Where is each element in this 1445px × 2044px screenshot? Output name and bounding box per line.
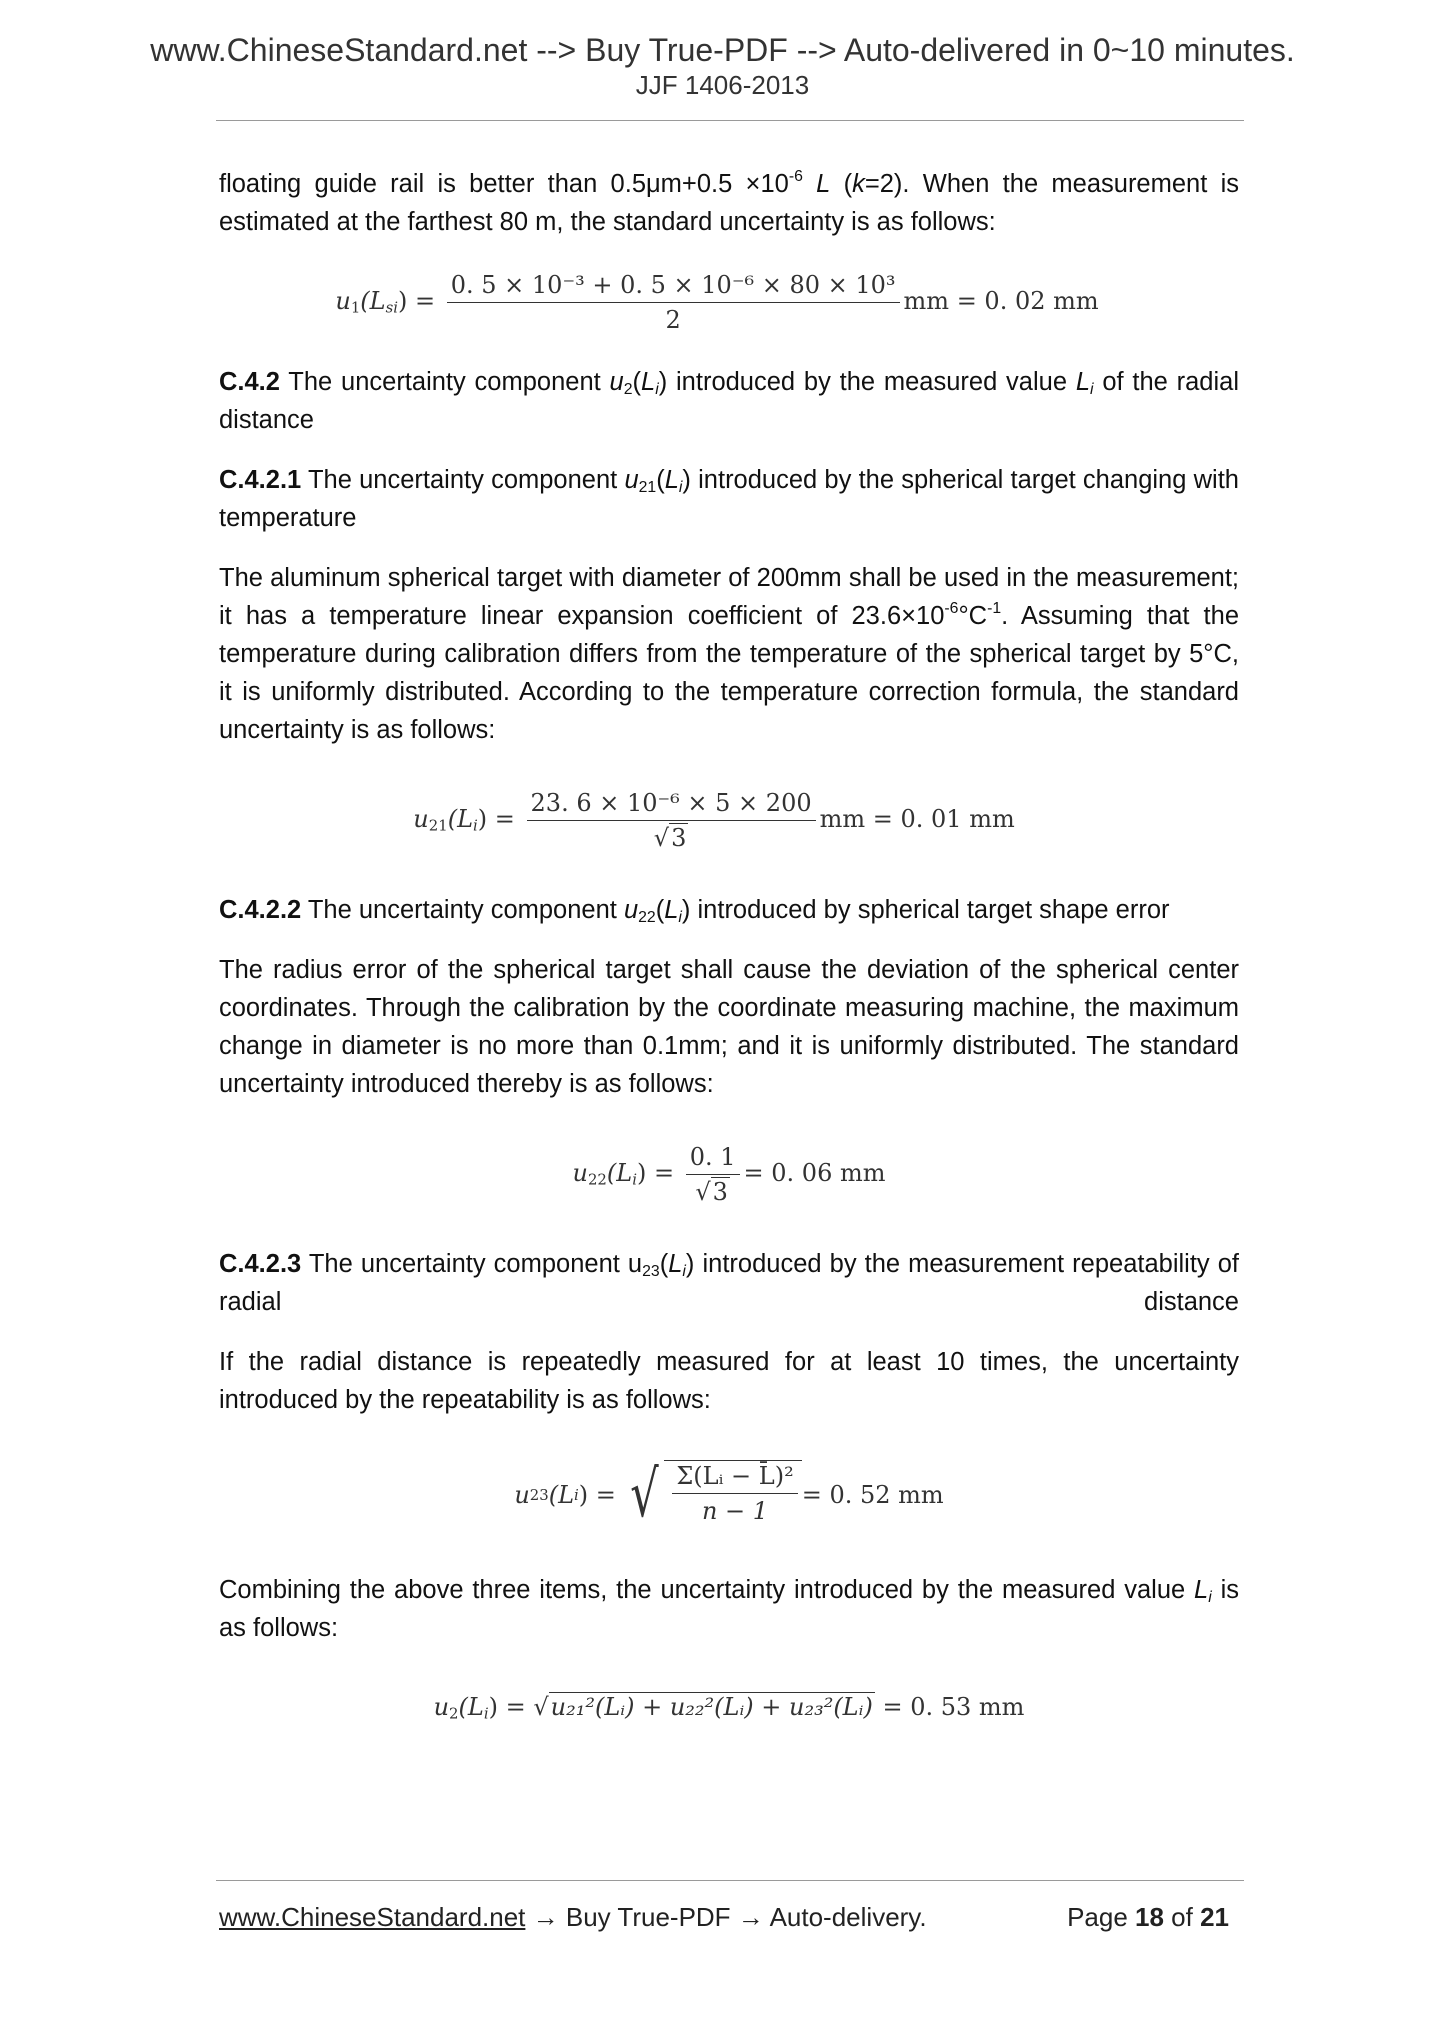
page-body	[219, 165, 1239, 1767]
combining-paragraph: Combining the above three items, the uncertainty introduced by the measured value $L_i$ is as follows:	[219, 1576, 1239, 1642]
repeatability-paragraph: If the radial distance is repeatedly measured for at least 10 times, the uncertainty introduced by the repeatability is as follows:	[219, 1348, 1239, 1414]
footer-divider	[216, 1880, 1244, 1881]
equation-u2: $u_2(L_i)$ = √u₂₁²(Lᵢ) + u₂₂²(Lᵢ) + u₂₃²(Lᵢ) = 0. 53 mm	[433, 1693, 1025, 1723]
equation-u21: $u_{21}(L_i)$ = $\frac{\text{23. 6 × 10⁻⁶ × 5 × 200}}{√3}$ mm = 0. 01 mm	[413, 788, 1015, 852]
equation-u23: u 23 (L i ) = √ $\frac{\text{Σ(Lᵢ − L̄)²}}{n - 1}$ = 0. 52 mm	[514, 1458, 944, 1532]
page-footer: www.ChineseStandard.net → Buy True-PDF → Auto-delivery. Page 18 of 21	[219, 1902, 1229, 1932]
page-number: Page 18 of 21	[1067, 1902, 1229, 1932]
section-c4-2-heading: C.4.2 The uncertainty component $u_2(L_i)$ introduced by the measured value $L_i$ of the radial distance	[219, 368, 1240, 434]
equation-u22: $u_{22}(L_i)$ = $\frac{0. 1}{√3}$ = 0. 06 mm	[572, 1142, 886, 1206]
radius-error-paragraph: The radius error of the spherical target shall cause the deviation of the spherical center coordinates. Through the calibration by the coordinate measuring machine, the maximum change in diameter is no more than 0.1mm; and it is uniformly distributed. The standard uncertainty introduced thereby is as follows:	[219, 956, 1239, 1098]
section-c4-2-2-heading: C.4.2.2 The uncertainty component $u_{22}(L_i)$ introduced by spherical target shape error	[219, 896, 1170, 926]
aluminum-target-paragraph: The aluminum spherical target with diameter of 200mm shall be used in the measurement; it has a temperature linear expansion coefficient of $23.6\times 10^{-6}^\circ C^{-1}$. Assuming that the temperature during calibration differs from the temperature of the spherical target by 5°C, it is uniformly distributed. According to the temperature correction formula, the standard uncertainty is as follows:	[219, 564, 1240, 744]
footer-link[interactable]: www.ChineseStandard.net	[219, 1902, 526, 1932]
equation-u1: $u_1(L_{si})$ = $\frac{\text{0. 5 × 10⁻³ + 0. 5 × 10⁻⁶ × 80 × 10³}}{2}$ mm = 0. 02 mm	[335, 270, 1099, 334]
site-banner[interactable]: www.ChineseStandard.net --> Buy True-PDF --> Auto-delivered in 0~10 minutes.	[150, 32, 1295, 68]
intro-paragraph: floating guide rail is better than $0.5\mu m+0.5 \times 10^{-6}$ L (k=2). When the measurement is estimated at the farthest 80 m, the standard uncertainty is as follows:	[219, 167, 1240, 236]
header-divider	[216, 120, 1244, 121]
section-c4-2-1-heading: C.4.2.1 The uncertainty component $u_{21}(L_i)$ introduced by the spherical target changing with temperature	[219, 466, 1239, 532]
standard-number: JJF 1406-2013	[635, 70, 810, 100]
section-c4-2-3-heading: C.4.2.3 The uncertainty component $u_{23}(L_i)$ introduced by the measurement repeatability of radial distance	[219, 1250, 1240, 1316]
